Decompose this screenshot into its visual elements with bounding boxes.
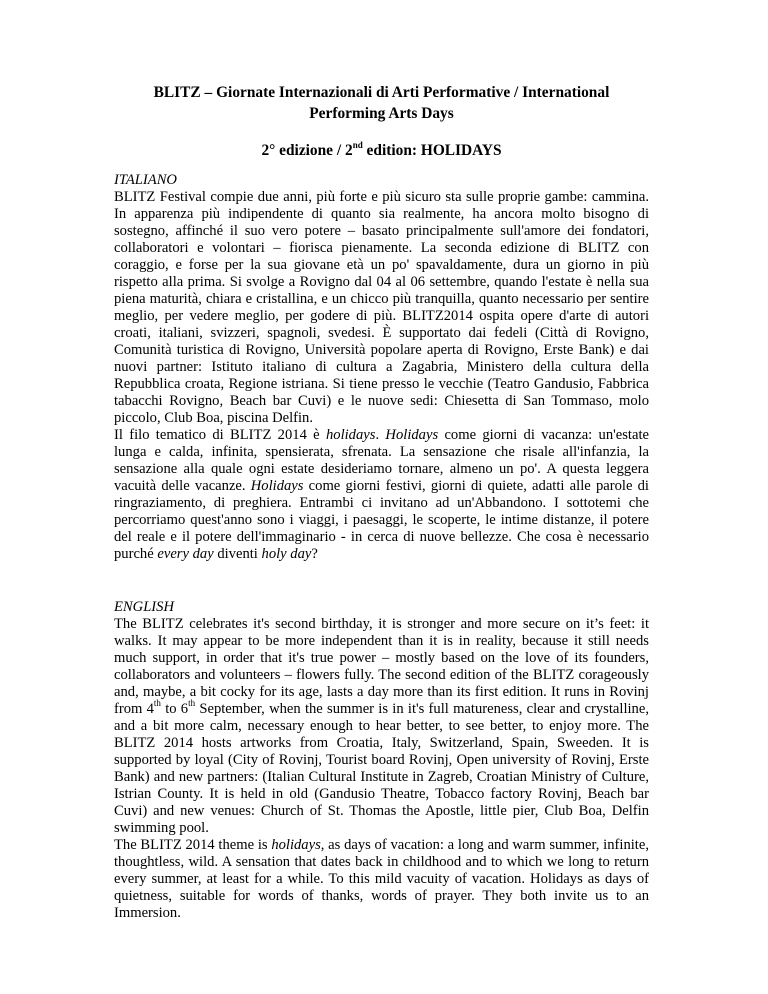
- italic-run: Holidays: [250, 478, 304, 494]
- italic-run: every day: [157, 546, 214, 562]
- text-run: , as days of vacation: a long and warm summer, infinite, thoughtless, wild. A sensation that dates back in childhood and to which we long to return every summer, at least for a while. To this mild vacuity of vacation. Holidays as days of quietness, suitable for words of thanks, words of prayer. They both invite us to an Immersion.: [114, 837, 649, 921]
- italic-run: holidays: [325, 427, 376, 443]
- section-label-english: ENGLISH: [114, 599, 174, 615]
- text-run: diventi: [213, 546, 262, 562]
- ordinal-superscript: th: [188, 698, 196, 709]
- text-run: to 6: [160, 701, 189, 717]
- italic-run: holidays: [271, 837, 321, 853]
- ordinal-superscript: th: [153, 698, 161, 709]
- section-label-italian: ITALIANO: [114, 172, 177, 188]
- text-run: come giorni di vacanza: un'estate lunga e calda, infinita, spensierata, sfrenata. La sensazione che risale all'infanzia, la sensazione alla quale ogni estate desideriamo tornare, almeno un po'. A questa leggera vacuità delle vacanze.: [114, 427, 649, 494]
- text-run: The BLITZ 2014 theme is: [114, 837, 272, 853]
- italian-paragraph-2: [114, 427, 649, 563]
- text-run: September, when the summer is in it's full matureness, clear and crystalline, and a bit more calm, necessary enough to hear better, to see better, to enjoy more. The BLITZ 2014 hosts artworks from Croatia, Italy, Switzerland, Spain, Sweeden. It is supported by loyal (City of Rovinj, Tourist board Rovinj, Open university of Rovinj, Erste Bank) and new partners: (Italian Cultural Institute in Zagreb, Croatian Ministry of Culture, Istrian County. It is held in old (Gandusio Theatre, Tobacco factory Rovinj, Beach bar Cuvi) and new venues: Church of St. Thomas the Apostle, little pier, Club Boa, Delfin swimming pool.: [114, 701, 649, 836]
- document-page: [114, 82, 649, 922]
- text-run: ?: [311, 546, 318, 562]
- english-paragraph-1: [114, 616, 649, 837]
- text-run: Il filo tematico di BLITZ 2014 è: [114, 427, 326, 443]
- edition-suffix: edition: HOLIDAYS: [362, 142, 502, 159]
- edition-prefix: 2° edizione / 2: [261, 142, 353, 159]
- english-paragraph-2: [114, 837, 649, 922]
- text-run: come giorni festivi, giorni di quiete, adatti alle parole di ringraziamento, di preghiera. Entrambi ci invitano ad un'Abbandono. I sottotemi che percorriamo quest'anno sono i viaggi, i paesaggi, le scoperte, le intime distanze, il potere del reale e il potere dell'immaginario - in cerca di nuove bellezze. Che cosa è necessario purché: [114, 478, 649, 562]
- document-title: BLITZ – Giornate Internazionali di Arti Performative / International Performing Arts Days: [153, 84, 610, 122]
- text-run: The BLITZ celebrates it's second birthday, it is stronger and more secure on it’s feet: it walks. It may appear to be more independent than it is in reality, because it still needs much support, in order that it's true power – mostly based on the love of its founders, collaborators and volunteers – flowers fully. The second edition of the BLITZ corageously and, maybe, a bit cocky for its age, lasts a day more than its first edition. It runs in Rovinj from 4: [114, 616, 649, 717]
- edition-heading: [114, 140, 649, 161]
- italic-run: holy day: [261, 546, 312, 562]
- text-run: .: [375, 427, 386, 443]
- italic-run: Holidays: [385, 427, 439, 443]
- edition-superscript: nd: [352, 139, 363, 150]
- italian-paragraph-1: BLITZ Festival compie due anni, più forte e più sicuro sta sulle proprie gambe: cammina. In apparenza più indipendente di quanto sia realmente, ha ancora molto bisogno di sostegno, affinché il suo vero potere – basato principalmente sull'amore dei fondatori, collaboratori e volontari – fiorisca pienamente. La seconda edizione di BLITZ con coraggio, e forse per la sua giovane età un po' spavaldamente, dura un giorno in più rispetto alla prima. Si svolge a Rovigno dal 04 al 06 settembre, quando l'estate è nella sua piena maturità, chiara e cristallina, e un chicco più tranquilla, quanto necessario per sentire meglio, per vedere meglio, per godere di più. BLITZ2014 ospita opere d'arte di autori croati, italiani, svizzeri, spagnoli, svedesi. È supportato dai fedeli (Città di Rovigno, Comunità turistica di Rovigno, Università popolare aperta di Rovigno, Erste Bank) e dai nuovi partner: Istituto italiano di cultura a Zagabria, Ministero della cultura della Repubblica croata, Regione istriana. Si tiene presso le vecchie (Teatro Gandusio, Fabbrica tabacchi Rovigno, Beach bar Cuvi) e le nuove sedi: Chiesetta di San Tommaso, molo piccolo, Club Boa, piscina Delfin.: [114, 189, 649, 426]
